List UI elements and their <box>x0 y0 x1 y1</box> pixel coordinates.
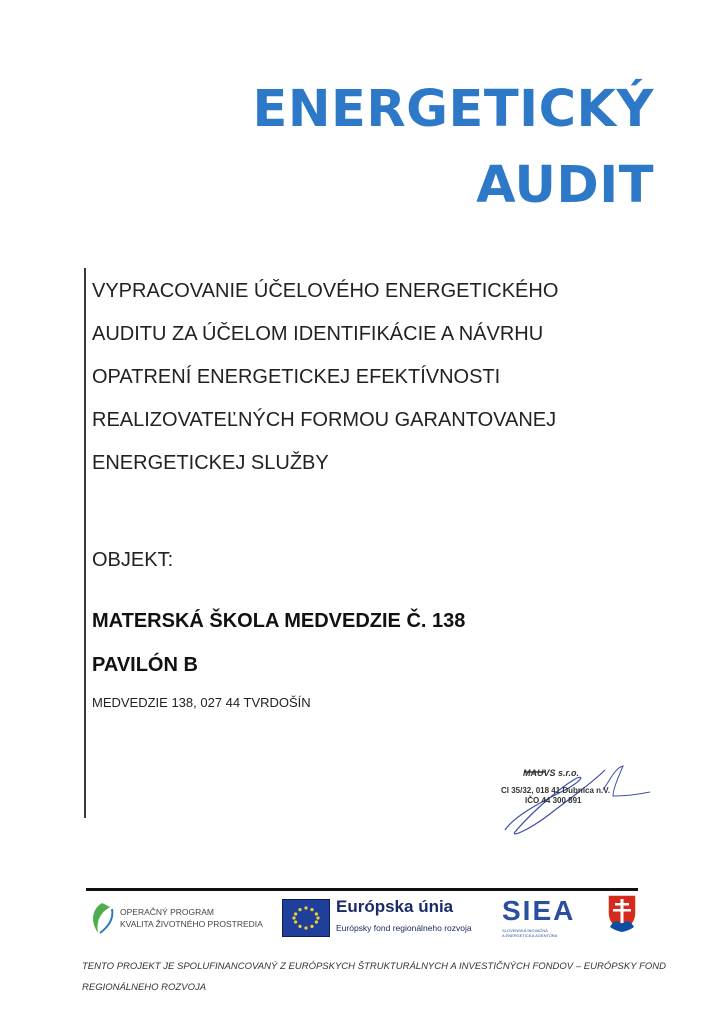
title-line-1: ENERGETICKÝ <box>252 80 654 139</box>
description-line-3: OPATRENÍ ENERGETICKEJ EFEKTÍVNOSTI <box>92 366 501 388</box>
object-name-line-1: MATERSKÁ ŠKOLA MEDVEDZIE Č. 138 <box>92 610 466 632</box>
stamp-address: Cl 35/32, 018 41 Dubnica n.V. <box>501 786 611 795</box>
stamp-ico: IČO 44 300 891 <box>525 796 582 805</box>
siea-logo <box>498 895 580 939</box>
op-logo-line-2: KVALITA ŽIVOTNÉHO PROSTREDIA <box>120 919 263 929</box>
stamp-company: MAUVS s.r.o. <box>523 768 580 778</box>
siea-logo-line-1: SLOVENSKÁ INOVAČNÁ <box>502 928 548 933</box>
siea-logo-line-2: A ENERGETICKÁ AGENTÚRA <box>502 933 558 938</box>
description-line-4: REALIZOVATEĽNÝCH FORMOU GARANTOVANEJ <box>92 409 557 431</box>
description-line-1: VYPRACOVANIE ÚČELOVÉHO ENERGETICKÉHO <box>92 280 559 302</box>
funding-logos-bar <box>86 888 638 941</box>
slovak-coat-of-arms-icon <box>606 893 638 937</box>
eu-logo <box>282 895 478 939</box>
object-name-line-2: PAVILÓN B <box>92 654 198 676</box>
op-logo-line-1: OPERAČNÝ PROGRAM <box>120 907 214 917</box>
audit-description <box>92 270 652 485</box>
eu-flag-icon <box>282 899 330 937</box>
company-stamp-signature <box>485 760 655 840</box>
vertical-divider <box>84 268 86 818</box>
siea-logo-name: SIEA <box>502 895 576 926</box>
object-name <box>92 599 465 687</box>
op-kzp-logo <box>86 895 268 939</box>
object-label: OBJEKT: <box>92 549 174 571</box>
title-line-2: AUDIT <box>476 156 654 215</box>
eu-logo-title: Európska únia <box>336 897 454 916</box>
eu-logo-subtitle: Európsky fond regionálneho rozvoja <box>336 923 472 933</box>
object-address: MEDVEDZIE 138, 027 44 TVRDOŠÍN <box>92 695 311 710</box>
document-title <box>253 72 654 224</box>
description-line-2: AUDITU ZA ÚČELOM IDENTIFIKÁCIE A NÁVRHU <box>92 323 544 345</box>
leaf-icon <box>88 901 116 935</box>
description-line-5: ENERGETICKEJ SLUŽBY <box>92 452 329 474</box>
funding-disclaimer: TENTO PROJEKT JE SPOLUFINANCOVANÝ Z EURÓPSKYCH ŠTRUKTURÁLNYCH A INVESTIČNÝCH FONDOV – EURÓPSKY FOND REGIONÁLNEHO ROZVOJA <box>82 961 666 993</box>
